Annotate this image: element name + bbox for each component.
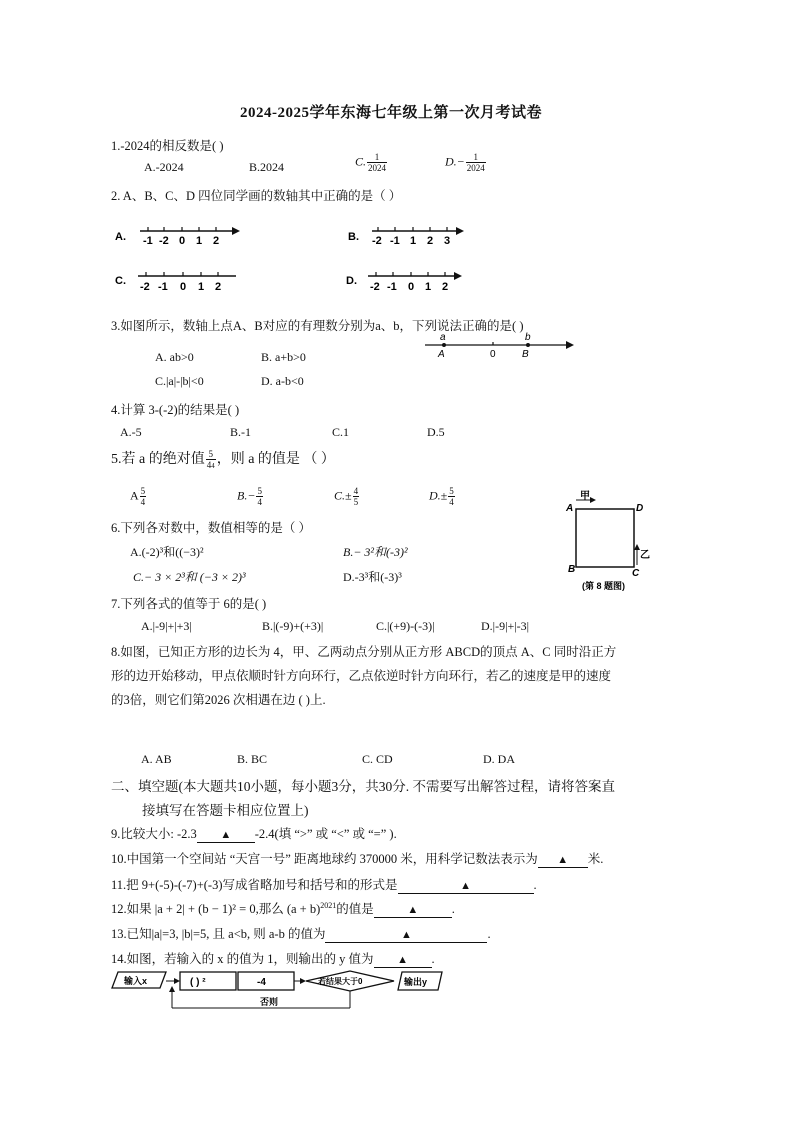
q4-option-d: D.5 bbox=[427, 425, 445, 439]
section-2-heading-line-2: 接填写在答题卡相应位置上) bbox=[142, 803, 309, 818]
q6-option-c: C.− 3 × 2³和 (−3 × 2)³ bbox=[133, 570, 246, 584]
question-8-line-3: 的3倍，则它们第2026 次相遇在边 ( )上. bbox=[111, 693, 326, 707]
answer-marker: ▲ bbox=[407, 904, 419, 916]
q8-option-d: D. DA bbox=[483, 752, 515, 766]
question-5-stem: 5.若 a 的绝对值 $\frac{5}{44}$ ，则 a 的值是 （ ） bbox=[111, 448, 335, 470]
q2-a-tick-5: 2 bbox=[213, 235, 220, 247]
q3-label-zero: 0 bbox=[490, 349, 496, 360]
q2-c-tick-5: 2 bbox=[215, 281, 222, 293]
number-line-figure-q2 bbox=[110, 218, 480, 298]
question-9: 9.比较大小: -2.3 ▲ -2.4(填 “>” 或 “<” 或 “=” ). bbox=[111, 827, 397, 841]
question-4-stem: 4.计算 3-(-2)的结果是( ) bbox=[111, 403, 240, 417]
q7-option-b: B.|(-9)+(+3)| bbox=[262, 619, 324, 633]
fig8-label-yi: 乙 bbox=[640, 550, 650, 561]
answer-marker: ▲ bbox=[401, 929, 412, 941]
question-2-stem: 2. A、B、C、D 四位同学画的数轴其中正确的是（ ） bbox=[111, 189, 402, 203]
q4-option-c: C.1 bbox=[332, 425, 350, 439]
q2-label-d: D. bbox=[346, 275, 357, 287]
question-8-line-1: 8.如图，已知正方形的边长为 4，甲、乙两动点分别从正方形 ABCD的顶点 A、C 同时沿正方 bbox=[111, 645, 617, 659]
q3-label-b: b bbox=[525, 332, 531, 343]
fig8-label-jia: 甲 bbox=[580, 491, 590, 502]
fig8-label-C: C bbox=[632, 568, 640, 579]
flow-condition: 若结果大于0 bbox=[318, 977, 363, 986]
flow-output: 输出y bbox=[404, 977, 428, 987]
question-14: 14.如图，若输入的 x 的值为 1，则输出的 y 值为 ▲ . bbox=[111, 952, 435, 966]
flow-input: 输入x bbox=[124, 976, 148, 986]
q6-option-d: D.-3³和(-3)³ bbox=[343, 570, 402, 584]
flow-minus: -4 bbox=[257, 977, 266, 988]
q3-option-c: C.|a|-|b|<0 bbox=[155, 374, 204, 388]
q7-option-c: C.|(+9)-(-3)| bbox=[376, 619, 435, 633]
q2-c-tick-1: -2 bbox=[140, 281, 150, 293]
q2-b-tick-2: -1 bbox=[390, 235, 400, 247]
q6-option-b: B.− 3²和(-3)² bbox=[343, 545, 408, 559]
q7-option-a: A.|-9|+|+3| bbox=[141, 619, 192, 633]
q3-number-line-figure bbox=[420, 330, 580, 362]
question-12: 12.如果 |a + 2| + (b − 1)² = 0,那么 $(a + b)^{2021}$的值是 ▲ . bbox=[111, 900, 455, 916]
q2-c-tick-4: 1 bbox=[198, 281, 205, 293]
q2-label-a: A. bbox=[115, 231, 126, 243]
fig8-label-D: D bbox=[636, 503, 644, 514]
question-1-stem: 1.-2024的相反数是( ) bbox=[111, 139, 224, 153]
fig8-label-A: A bbox=[566, 503, 574, 514]
q8-option-b: B. BC bbox=[237, 752, 268, 766]
answer-marker: ▲ bbox=[557, 854, 569, 866]
q2-d-tick-4: 1 bbox=[425, 281, 432, 293]
question-7-stem: 7.下列各式的值等于 6的是( ) bbox=[111, 597, 267, 611]
question-6-stem: 6.下列各对数中，数值相等的是（ ） bbox=[111, 521, 312, 535]
question-3-stem: 3.如图所示，数轴上点A、B对应的有理数分别为a、b，下列说法正确的是( ) bbox=[111, 319, 524, 333]
q5-option-a: A $\frac{5}{4}$ bbox=[130, 486, 146, 507]
q2-b-tick-4: 2 bbox=[427, 235, 434, 247]
q8-square-figure bbox=[560, 490, 650, 592]
q2-a-tick-4: 1 bbox=[196, 235, 203, 247]
q2-c-tick-2: -1 bbox=[158, 281, 168, 293]
q2-a-tick-3: 0 bbox=[179, 235, 186, 247]
q5-option-c: C.± $\frac{4}{5}$ bbox=[334, 486, 359, 507]
q5-option-b: B.− $\frac{5}{4}$ bbox=[237, 486, 262, 507]
answer-marker: ▲ bbox=[220, 829, 232, 841]
q2-d-tick-3: 0 bbox=[408, 281, 415, 293]
question-10: 10.中国第一个空间站 “天宫一号” 距离地球约 370000 米，用科学记数法表示为 ▲ 米. bbox=[111, 852, 604, 866]
q8-option-c: C. CD bbox=[362, 752, 393, 766]
q4-option-b: B.-1 bbox=[230, 425, 251, 439]
q1-option-a: A.-2024 bbox=[144, 160, 184, 174]
q2-d-tick-2: -1 bbox=[387, 281, 397, 293]
flow-else-label: 否则 bbox=[260, 997, 279, 1007]
section-2-heading-line-1: 二、填空题(本大题共10小题，每小题3分，共30分. 不需要写出解答过程，请将答案直 bbox=[111, 779, 615, 794]
q5-option-d: D.± $\frac{5}{4}$ bbox=[429, 486, 454, 507]
q7-option-d: D.|-9|+|-3| bbox=[481, 619, 530, 633]
q2-d-tick-1: -2 bbox=[370, 281, 380, 293]
question-8-line-2: 形的边开始移动，甲点依顺时针方向环行，乙点依逆时针方向环行，若乙的速度是甲的速度 bbox=[111, 669, 612, 683]
fig8-caption: (第 8 题图) bbox=[582, 581, 626, 591]
q3-option-a: A. ab>0 bbox=[155, 350, 194, 364]
answer-marker: ▲ bbox=[460, 880, 471, 892]
q2-label-c: C. bbox=[115, 275, 126, 287]
fig8-label-B: B bbox=[568, 564, 576, 575]
q2-b-tick-5: 3 bbox=[444, 235, 451, 247]
q6-option-a: A.(-2)³和((−3)² bbox=[130, 545, 204, 559]
question-11: 11.把 9+(-5)-(-7)+(-3)写成省略加号和括号和的形式是 ▲ . bbox=[111, 878, 537, 892]
q1-option-b: B.2024 bbox=[249, 160, 285, 174]
page-title: 2024-2025学年东海七年级上第一次月考试卷 bbox=[240, 105, 542, 121]
q3-label-A: A bbox=[438, 349, 445, 360]
q3-option-d: D. a-b<0 bbox=[261, 374, 304, 388]
q2-b-tick-1: -2 bbox=[372, 235, 382, 247]
q1-option-c: C. $\frac{1}{2024}$ bbox=[355, 152, 387, 173]
answer-marker: ▲ bbox=[397, 954, 408, 966]
q2-label-b: B. bbox=[348, 231, 359, 243]
q3-option-b: B. a+b>0 bbox=[261, 350, 306, 364]
q1-option-d: D.− $\frac{1}{2024}$ bbox=[445, 152, 485, 173]
q3-label-a: a bbox=[440, 332, 446, 343]
q2-a-tick-1: -1 bbox=[143, 235, 153, 247]
q2-a-tick-2: -2 bbox=[159, 235, 169, 247]
flow-square: ( ) ² bbox=[190, 977, 206, 988]
q2-d-tick-5: 2 bbox=[442, 281, 449, 293]
q14-flowchart bbox=[110, 968, 460, 1018]
question-13: 13.已知|a|=3, |b|=5, 且 a<b, 则 a-b 的值为 ▲ . bbox=[111, 927, 491, 941]
q4-option-a: A.-5 bbox=[120, 425, 142, 439]
q2-b-tick-3: 1 bbox=[410, 235, 417, 247]
q2-c-tick-3: 0 bbox=[180, 281, 187, 293]
q3-label-B: B bbox=[522, 349, 529, 360]
q8-option-a: A. AB bbox=[141, 752, 172, 766]
